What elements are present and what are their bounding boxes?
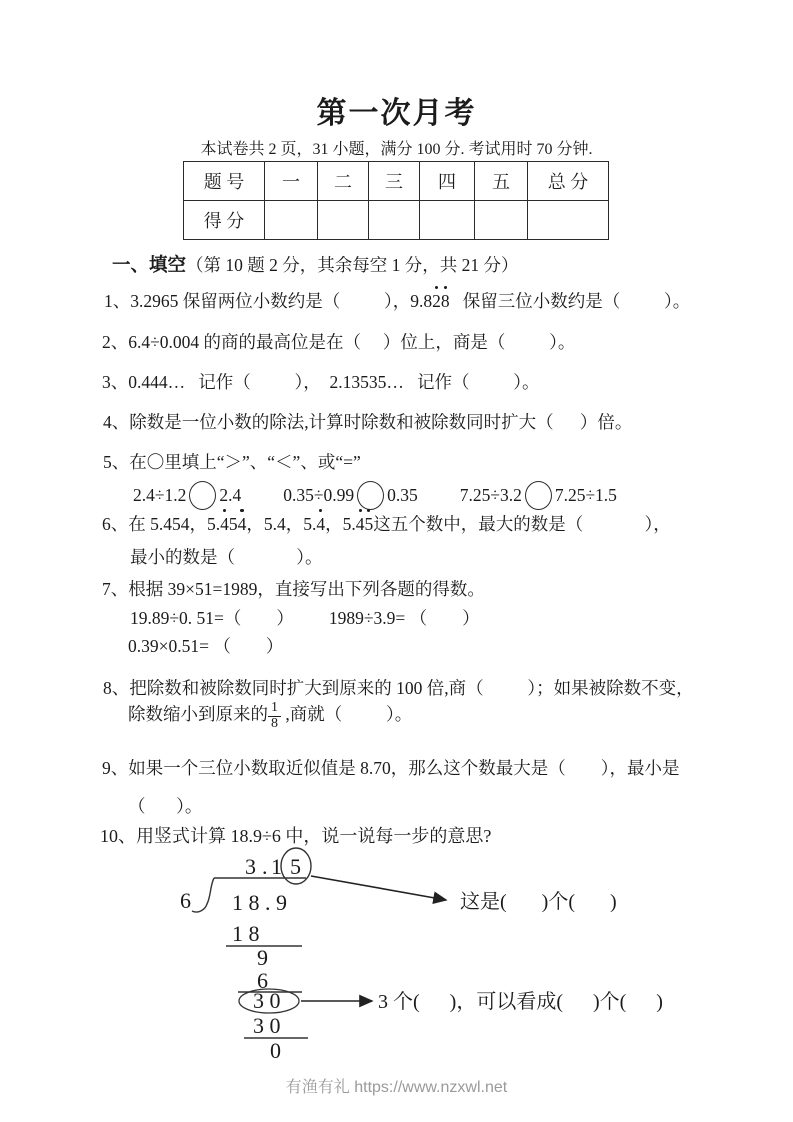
division-row-9: 9 <box>257 945 268 970</box>
division-row-18: 1 8 <box>232 921 260 946</box>
repeating-decimal-digit: 8 <box>441 289 450 314</box>
section-one-heading <box>112 251 519 277</box>
arrow-icon <box>311 876 446 900</box>
fraction-numerator: 1 <box>271 700 278 715</box>
division-row-30-circled: 3 0 <box>253 988 281 1013</box>
fill-circle-icon <box>525 481 552 510</box>
division-annotation-1: 这是( )个( ) <box>460 891 617 913</box>
score-blank-cell <box>369 201 420 240</box>
question-9-line1: 9、如果一个三位小数取近似值是 8.70，那么这个数最大是（ ），最小是 <box>102 758 680 778</box>
text-segment: ，5.4，5. <box>246 514 317 534</box>
score-table-header-cell: 四 <box>420 162 475 201</box>
score-table-header-cell: 题 号 <box>184 162 265 201</box>
repeating-decimal-digit: 4 <box>238 512 247 537</box>
score-table-header-cell: 五 <box>475 162 528 201</box>
question-4: 4、除数是一位小数的除法,计算时除数和被除数同时扩大（ ）倍。 <box>103 412 633 432</box>
score-table-score-row <box>184 201 609 240</box>
division-row-6: 6 <box>257 968 268 993</box>
question-5: 5、在〇里填上“＞”、“＜”、或“=” <box>103 452 361 472</box>
division-divisor: 6 <box>180 888 191 913</box>
division-row-30: 3 0 <box>253 1013 281 1038</box>
question-9-line2: （ ）。 <box>128 796 203 816</box>
question-7: 7、根据 39×51=1989，直接写出下列各题的得数。 <box>102 579 485 599</box>
question-7-line3: 0.39×0.51= （ ） <box>128 636 284 656</box>
question-7-line2: 19.89÷0. 51=（ ） 1989÷3.9= （ ） <box>130 608 480 628</box>
fraction-denominator: 8 <box>268 716 281 732</box>
question-2: 2、6.4÷0.004 的商的最高位是在（ ）位上，商是（ ）。 <box>102 332 576 352</box>
comparison-item <box>133 481 241 510</box>
exam-info-line: 本试卷共 2 页，31 小题，满分 100 分. 考试用时 70 分钟. <box>200 141 593 158</box>
score-table-header-cell: 三 <box>369 162 420 201</box>
text-segment: ，5. <box>325 514 356 534</box>
long-division-svg <box>150 846 710 1068</box>
fill-circle-icon <box>357 481 384 510</box>
question-6-line2: 最小的数是（ ）。 <box>130 547 323 567</box>
repeating-decimal-digit: 4 <box>220 512 229 537</box>
text-segment: 6、在 5.454，5. <box>102 514 221 534</box>
quotient-digit: 3 <box>245 854 256 879</box>
score-blank-cell <box>318 201 369 240</box>
score-blank-cell <box>420 201 475 240</box>
score-table-header-cell: 二 <box>318 162 369 201</box>
section-one-title: 一、填空 <box>112 254 187 275</box>
score-blank-cell <box>475 201 528 240</box>
comparison-left: 7.25÷3.2 <box>459 485 522 505</box>
fraction-one-eighth <box>268 701 281 731</box>
division-bracket-curve <box>192 878 214 912</box>
repeating-decimal-digit: 5 <box>365 512 374 537</box>
page-title: 第一次月考 <box>316 97 477 130</box>
question-10: 10、用竖式计算 18.9÷6 中，说一说每一步的意思? <box>100 826 492 846</box>
question-8-line2-pre: 除数缩小到原来的 <box>128 704 268 725</box>
question-8-line1: 8、把除数和被除数同时扩大到原来的 100 倍,商（ ）；如果被除数不变， <box>103 678 694 698</box>
comparison-right: 0.35 <box>387 485 418 505</box>
question-6-line1 <box>102 512 671 537</box>
score-blank-cell <box>265 201 318 240</box>
score-blank-cell <box>528 201 609 240</box>
quotient-digit: 1 <box>271 854 282 879</box>
text-segment: 5 <box>228 514 238 534</box>
score-label-cell: 得 分 <box>184 201 265 240</box>
comparison-left: 2.4÷1.2 <box>133 485 187 505</box>
question-8-line2 <box>128 701 412 731</box>
score-table <box>183 161 609 240</box>
score-table-header-cell: 一 <box>265 162 318 201</box>
question-3: 3、0.444… 记作（ ）， 2.13535… 记作（ ）。 <box>102 372 540 392</box>
comparison-item <box>283 481 417 510</box>
question-5-comparison-row <box>133 481 617 510</box>
comparison-right: 2.4 <box>219 485 242 505</box>
question-1 <box>104 289 690 314</box>
score-table-header-row <box>184 162 609 201</box>
repeating-decimal-digit: 2 <box>432 289 441 314</box>
quotient-digit: . <box>262 854 268 879</box>
fill-circle-icon <box>189 481 216 510</box>
score-table-header-cell: 总 分 <box>528 162 609 201</box>
watermark-footer: 有渔有礼 https://www.nzxwl.net <box>285 1079 508 1096</box>
section-one-note: （第 10 题 2 分，其余每空 1 分，共 21 分） <box>186 255 519 275</box>
repeating-decimal-digit: 4 <box>316 512 325 537</box>
text-segment: 这五个数中，最大的数是（ ）， <box>373 514 671 534</box>
question-8-line2-post: ,商就（ ）。 <box>281 704 413 725</box>
comparison-item <box>460 481 617 510</box>
text-segment: 1、3.2965 保留两位小数约是（ ），9.8 <box>104 291 433 311</box>
text-segment: 保留三位小数约是（ ）。 <box>449 291 691 311</box>
long-division-figure <box>150 846 710 1073</box>
repeating-decimal-digit: 4 <box>356 512 365 537</box>
comparison-left: 0.35÷0.99 <box>283 485 355 505</box>
quotient-digit: 5 <box>290 854 301 879</box>
division-annotation-2: 3 个( )，可以看成( )个( ) <box>378 991 663 1013</box>
division-remainder-0: 0 <box>270 1038 281 1063</box>
division-dividend: 1 8 . 9 <box>232 890 287 915</box>
comparison-right: 7.25÷1.5 <box>554 485 617 505</box>
